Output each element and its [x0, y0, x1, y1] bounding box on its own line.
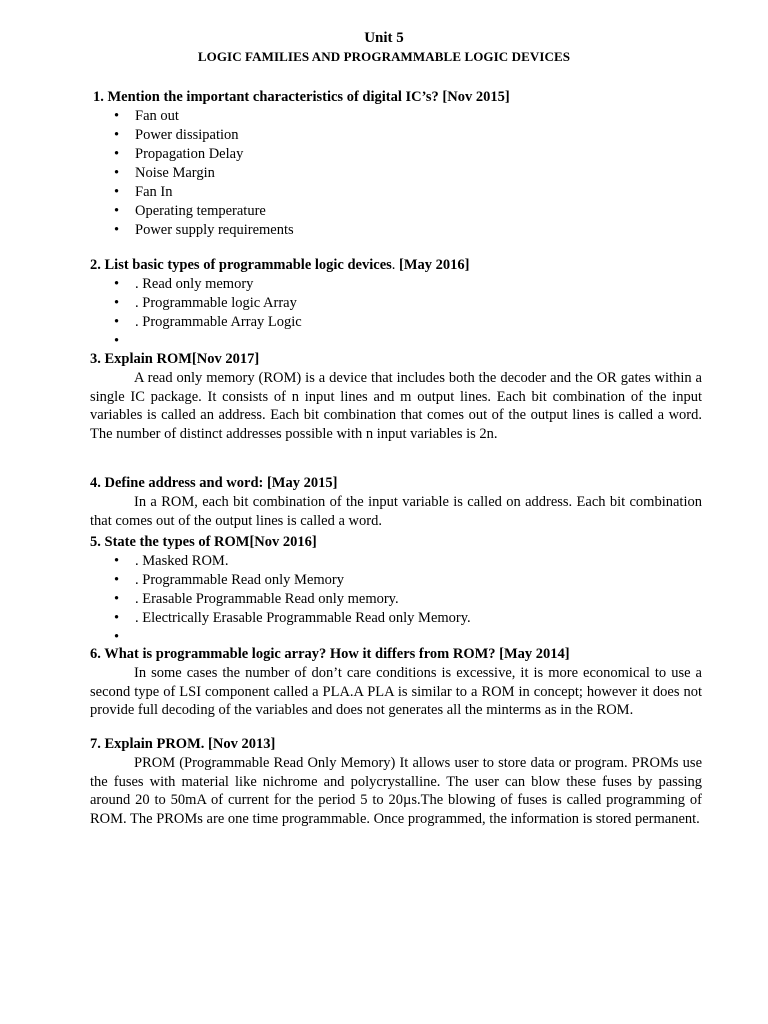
question-3-heading: 3. Explain ROM[Nov 2017] [90, 351, 260, 367]
list-item: • Power supply requirements [90, 221, 705, 240]
question-5 [90, 533, 702, 647]
list-item: • Propagation Delay [90, 145, 705, 164]
list-item: • . Programmable Array Logic [90, 313, 702, 332]
question-5-list [90, 552, 702, 647]
list-item: • . Read only memory [90, 275, 702, 294]
list-item: • . Erasable Programmable Read only memory. [90, 590, 702, 609]
question-2-list [90, 275, 702, 351]
question-2-heading-period: . [391, 257, 396, 273]
question-3-answer: A read only memory (ROM) is a device that includes both the decoder and the OR gates within a single IC package. It consists of n input lines and m output lines. Each bit combination of the input variables is called an address. Each bit combination that comes out of the output lines is called a word. The number of distinct addresses possible with n input variables is 2n. [90, 370, 702, 442]
question-5-heading: 5. State the types of ROM[Nov 2016] [90, 534, 317, 550]
question-7-heading: 7. Explain PROM. [Nov 2013] [90, 736, 276, 752]
list-item: • Fan In [90, 183, 705, 202]
list-item: • Power dissipation [90, 126, 705, 145]
list-item: • . Programmable logic Array [90, 294, 702, 313]
question-2-heading-date: [May 2016] [395, 257, 470, 273]
question-2-heading [90, 256, 702, 275]
question-6-answer: In some cases the number of don’t care conditions is excessive, it is more economical to use a second type of LSI component called a PLA.A PLA is similar to a ROM in concept; however it does not provide full decoding of the variables and does not generates all the minterms as in the ROM. [90, 665, 702, 718]
question-6-heading: 6. What is programmable logic array? How it differs from ROM? [May 2014] [90, 646, 570, 662]
list-item: • Operating temperature [90, 202, 705, 221]
document-title: LOGIC FAMILIES AND PROGRAMMABLE LOGIC DEVICES [197, 49, 571, 64]
unit-title: Unit 5 [364, 30, 404, 46]
question-1 [93, 88, 705, 240]
question-4-heading: 4. Define address and word: [May 2015] [90, 475, 338, 491]
question-1-heading: 1. Mention the important characteristics of digital IC’s? [Nov 2015] [93, 89, 510, 105]
question-7-answer: PROM (Programmable Read Only Memory) It allows user to store data or program. PROMs use the fuses with material like nichrome and polycrystalline. The user can blow these fuses by passing around 20 to 50mA of current for the period 5 to 20µs.The blowing of fuses is called programming of ROM. The PROMs are one time programmable. Once programmed, the information is stored permanent. [90, 755, 702, 827]
list-item: • . Programmable Read only Memory [90, 571, 702, 590]
list-item: • Noise Margin [90, 164, 705, 183]
question-2 [90, 256, 702, 351]
document-header [0, 29, 768, 67]
question-4 [90, 474, 702, 530]
list-item: • . Masked ROM. [90, 552, 702, 571]
list-item [90, 332, 702, 351]
question-2-heading-main: 2. List basic types of programmable logic devices [90, 257, 392, 273]
question-7 [90, 735, 702, 828]
question-1-list [90, 107, 705, 240]
question-4-answer: In a ROM, each bit combination of the input variable is called on address. Each bit combination that comes out of the output lines is called a word. [90, 494, 702, 529]
list-item: • Fan out [90, 107, 705, 126]
question-6 [90, 645, 702, 720]
list-item: • . Electrically Erasable Programmable Read only Memory. [90, 609, 702, 628]
question-3 [90, 350, 702, 443]
